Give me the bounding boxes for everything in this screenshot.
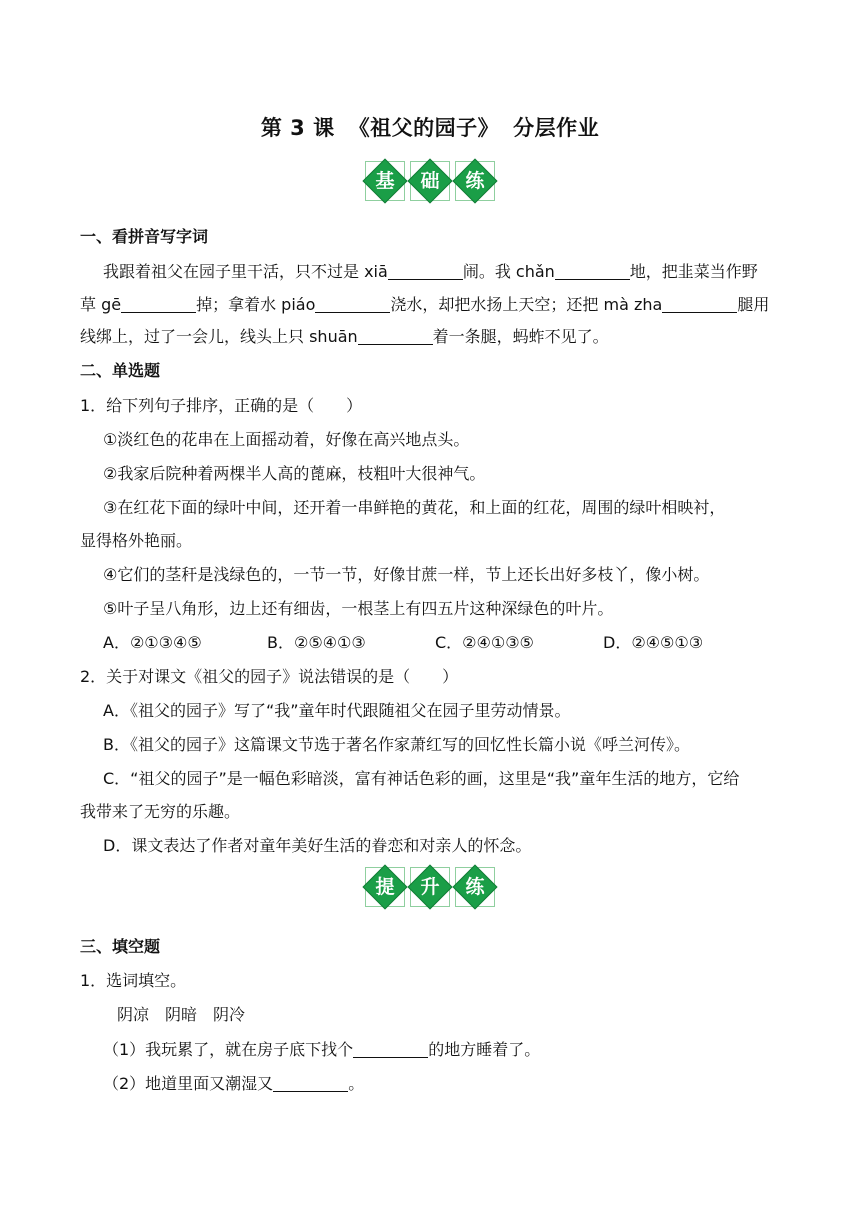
sentence-item: 显得格外艳丽。 xyxy=(80,531,193,550)
answer-blank[interactable] xyxy=(121,296,196,313)
answer-blank[interactable] xyxy=(388,263,463,280)
answer-blank[interactable] xyxy=(353,1041,428,1058)
title-suffix: 分层作业 xyxy=(513,116,600,140)
answer-blank[interactable] xyxy=(273,1075,348,1092)
fill-item: （2）地道里面又潮湿又 。 xyxy=(103,1074,365,1093)
choice-option-d[interactable]: D．②④⑤①③ xyxy=(603,633,704,652)
word-choices: 阴凉 阴暗 阴冷 xyxy=(117,1005,246,1024)
section-heading: 二、单选题 xyxy=(80,361,161,380)
answer-blank[interactable] xyxy=(315,296,390,313)
choice-option-b[interactable]: B．②⑤④①③ xyxy=(267,633,366,652)
choice-option-c-continued: 我带来了无穷的乐趣。 xyxy=(80,802,241,821)
choice-option-a[interactable]: A．②①③④⑤ xyxy=(103,633,202,652)
title-book: 《祖父的园子》 xyxy=(348,116,500,140)
basic-practice-badge xyxy=(0,160,860,202)
badge-tile: 练 xyxy=(454,866,496,908)
badge-tile: 基 xyxy=(364,160,406,202)
paragraph-line: 草 gē 掉；拿着水 piáo 浇水，却把水扬上天空；还把 mà zha 腿用 xyxy=(80,295,770,314)
choice-option-c[interactable]: C．“祖父的园子”是一幅色彩暗淡，富有神话色彩的画，这里是“我”童年生活的地方，它给 xyxy=(103,769,740,788)
badge-tile: 升 xyxy=(409,866,451,908)
answer-blank[interactable] xyxy=(555,263,630,280)
choice-option-a[interactable]: A．《祖父的园子》写了“我”童年时代跟随祖父在园子里劳动情景。 xyxy=(103,701,571,720)
sentence-item: ⑤叶子呈八角形，边上还有细齿，一根茎上有四五片这种深绿色的叶片。 xyxy=(103,599,614,618)
section-heading: 一、看拼音写字词 xyxy=(80,227,209,246)
fill-item: （1）我玩累了，就在房子底下找个 的地方睡着了。 xyxy=(103,1040,541,1059)
sentence-item: ④它们的茎秆是浅绿色的，一节一节，好像甘蔗一样，节上还长出好多枝丫，像小树。 xyxy=(103,565,710,584)
choice-option-b[interactable]: B．《祖父的园子》这篇课文节选于著名作家萧红写的回忆性长篇小说《呼兰河传》。 xyxy=(103,735,690,754)
question-stem: 2．关于对课文《祖父的园子》说法错误的是（ ） xyxy=(80,667,459,686)
title-lesson: 第 3 课 xyxy=(260,116,335,140)
sentence-item: ①淡红色的花串在上面摇动着，好像在高兴地点头。 xyxy=(103,430,470,449)
answer-blank[interactable] xyxy=(662,296,737,313)
choice-option-d[interactable]: D．课文表达了作者对童年美好生活的眷恋和对亲人的怀念。 xyxy=(103,836,532,855)
page-title xyxy=(0,112,860,142)
badge-tile: 提 xyxy=(364,866,406,908)
section-heading: 三、填空题 xyxy=(80,937,161,956)
badge-tile: 础 xyxy=(409,160,451,202)
paragraph-line: 我跟着祖父在园子里干活，只不过是 xiā 闹。我 chǎn 地，把韭菜当作野 xyxy=(103,262,758,281)
answer-blank[interactable] xyxy=(358,328,433,345)
advanced-practice-badge xyxy=(0,866,860,908)
paragraph-line: 线绑上，过了一会儿，线头上只 shuān 着一条腿，蚂蚱不见了。 xyxy=(80,327,609,346)
choice-option-c[interactable]: C．②④①③⑤ xyxy=(435,633,534,652)
sentence-item: ③在红花下面的绿叶中间，还开着一串鲜艳的黄花，和上面的红花，周围的绿叶相映衬， xyxy=(103,498,726,517)
question-stem: 1．给下列句子排序，正确的是（ ） xyxy=(80,396,363,415)
sentence-item: ②我家后院种着两棵半人高的蓖麻，枝粗叶大很神气。 xyxy=(103,464,486,483)
badge-tile: 练 xyxy=(454,160,496,202)
question-stem: 1．选词填空。 xyxy=(80,971,187,990)
